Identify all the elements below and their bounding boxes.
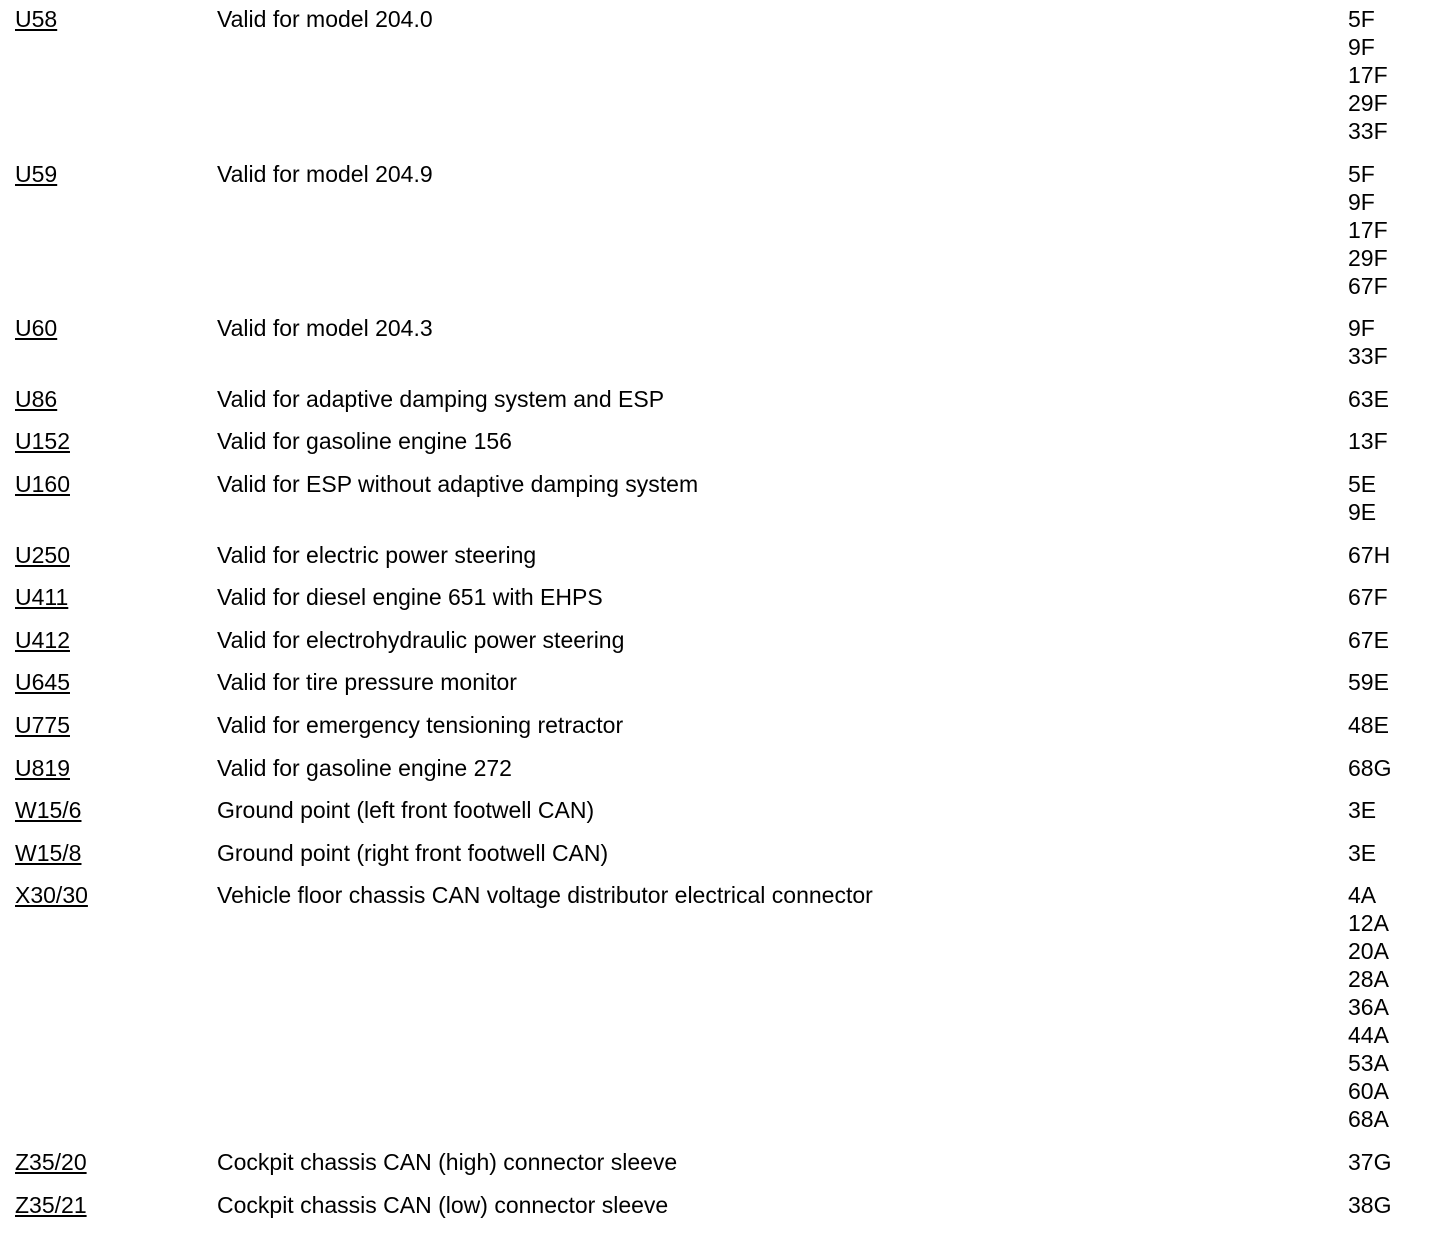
grid-references (1348, 839, 1428, 867)
component-description: Valid for diesel engine 651 with EHPS (217, 584, 603, 611)
grid-references (1348, 626, 1428, 654)
grid-reference: 9F (1348, 315, 1375, 342)
grid-reference: 29F (1348, 90, 1388, 116)
component-description: Valid for electrohydraulic power steering (217, 626, 625, 653)
legend-row (0, 5, 1440, 145)
component-code-link[interactable]: U412 (15, 626, 70, 653)
grid-reference: 9F (1348, 34, 1375, 60)
grid-reference: 4A (1348, 882, 1377, 909)
component-description: Cockpit chassis CAN (high) connector sleeve (217, 1148, 678, 1175)
component-code-link[interactable]: U86 (15, 385, 58, 412)
legend-row (0, 583, 1440, 611)
grid-reference: 29F (1348, 244, 1388, 271)
component-code-link[interactable]: U411 (15, 584, 69, 611)
component-code-link[interactable]: U58 (15, 6, 58, 32)
grid-reference: 59E (1348, 669, 1389, 696)
grid-reference: 5E (1348, 470, 1377, 497)
grid-references (1348, 583, 1428, 611)
legend-row (0, 427, 1440, 455)
legend-row (0, 881, 1440, 1133)
legend-row (0, 160, 1440, 300)
grid-reference: 63E (1348, 385, 1389, 412)
grid-reference: 67F (1348, 272, 1388, 299)
grid-reference: 17F (1348, 216, 1388, 243)
grid-reference: 68G (1348, 754, 1392, 781)
grid-reference: 68A (1348, 1106, 1389, 1133)
legend-row (0, 711, 1440, 739)
grid-reference: 33F (1348, 118, 1388, 144)
grid-reference: 3E (1348, 839, 1377, 866)
component-description: Valid for ESP without adaptive damping system (217, 470, 699, 497)
component-code-link[interactable]: U645 (15, 669, 70, 696)
grid-references (1348, 160, 1428, 300)
component-description: Valid for adaptive damping system and ESP (217, 385, 665, 412)
component-description: Valid for model 204.3 (217, 315, 433, 342)
component-code-link[interactable]: U59 (15, 160, 58, 187)
component-code-link[interactable]: X30/30 (15, 882, 88, 909)
component-description: Valid for model 204.9 (217, 160, 433, 187)
grid-reference: 33F (1348, 343, 1388, 370)
grid-references (1348, 796, 1428, 824)
grid-references (1348, 711, 1428, 739)
legend-row (0, 796, 1440, 824)
component-description: Valid for model 204.0 (217, 6, 433, 32)
legend-row (0, 754, 1440, 782)
grid-references (1348, 1191, 1428, 1219)
component-description: Valid for tire pressure monitor (217, 669, 517, 696)
component-code-link[interactable]: U152 (15, 428, 70, 455)
grid-references (1348, 314, 1428, 370)
component-description: Valid for gasoline engine 156 (217, 428, 512, 455)
grid-reference: 36A (1348, 994, 1389, 1021)
legend-row (0, 385, 1440, 413)
component-legend-list (0, 5, 1440, 1233)
grid-reference: 5F (1348, 6, 1375, 32)
grid-references (1348, 470, 1428, 526)
grid-reference: 37G (1348, 1148, 1392, 1175)
grid-reference: 48E (1348, 711, 1389, 738)
component-code-link[interactable]: U775 (15, 711, 70, 738)
grid-reference: 20A (1348, 938, 1389, 965)
component-description: Ground point (right front footwell CAN) (217, 839, 609, 866)
component-description: Vehicle floor chassis CAN voltage distributor electrical connector (217, 882, 873, 909)
grid-reference: 5F (1348, 160, 1375, 187)
grid-reference: 3E (1348, 797, 1377, 824)
component-description: Valid for emergency tensioning retractor (217, 711, 624, 738)
grid-references (1348, 1148, 1428, 1176)
component-code-link[interactable]: U60 (15, 315, 58, 342)
grid-reference: 9E (1348, 498, 1377, 525)
legend-row (0, 1191, 1440, 1219)
component-description: Valid for gasoline engine 272 (217, 754, 512, 781)
grid-references (1348, 541, 1428, 569)
legend-row (0, 839, 1440, 867)
component-code-link[interactable]: U160 (15, 470, 70, 497)
grid-references (1348, 427, 1428, 455)
grid-reference: 9F (1348, 188, 1375, 215)
component-code-link[interactable]: Z35/21 (15, 1191, 87, 1218)
grid-references (1348, 5, 1428, 145)
grid-reference: 60A (1348, 1078, 1389, 1105)
grid-reference: 12A (1348, 910, 1389, 937)
component-code-link[interactable]: U250 (15, 541, 70, 568)
component-description: Valid for electric power steering (217, 541, 537, 568)
legend-row (0, 1148, 1440, 1176)
component-code-link[interactable]: W15/8 (15, 839, 82, 866)
grid-references (1348, 385, 1428, 413)
grid-reference: 28A (1348, 966, 1389, 993)
grid-reference: 67F (1348, 584, 1388, 611)
legend-row (0, 314, 1440, 370)
grid-references (1348, 754, 1428, 782)
legend-row (0, 470, 1440, 526)
grid-reference: 67H (1348, 541, 1391, 568)
grid-references (1348, 668, 1428, 696)
component-description: Ground point (left front footwell CAN) (217, 797, 595, 824)
grid-reference: 38G (1348, 1191, 1392, 1218)
grid-reference: 13F (1348, 428, 1388, 455)
grid-reference: 53A (1348, 1050, 1389, 1077)
grid-reference: 67E (1348, 626, 1389, 653)
legend-row (0, 626, 1440, 654)
component-description: Cockpit chassis CAN (low) connector sleeve (217, 1191, 669, 1218)
grid-reference: 44A (1348, 1022, 1389, 1049)
component-code-link[interactable]: W15/6 (15, 797, 82, 824)
grid-reference: 17F (1348, 62, 1388, 88)
legend-row (0, 541, 1440, 569)
grid-references (1348, 881, 1428, 1133)
legend-row (0, 668, 1440, 696)
component-code-link[interactable]: U819 (15, 754, 70, 781)
component-code-link[interactable]: Z35/20 (15, 1148, 87, 1175)
